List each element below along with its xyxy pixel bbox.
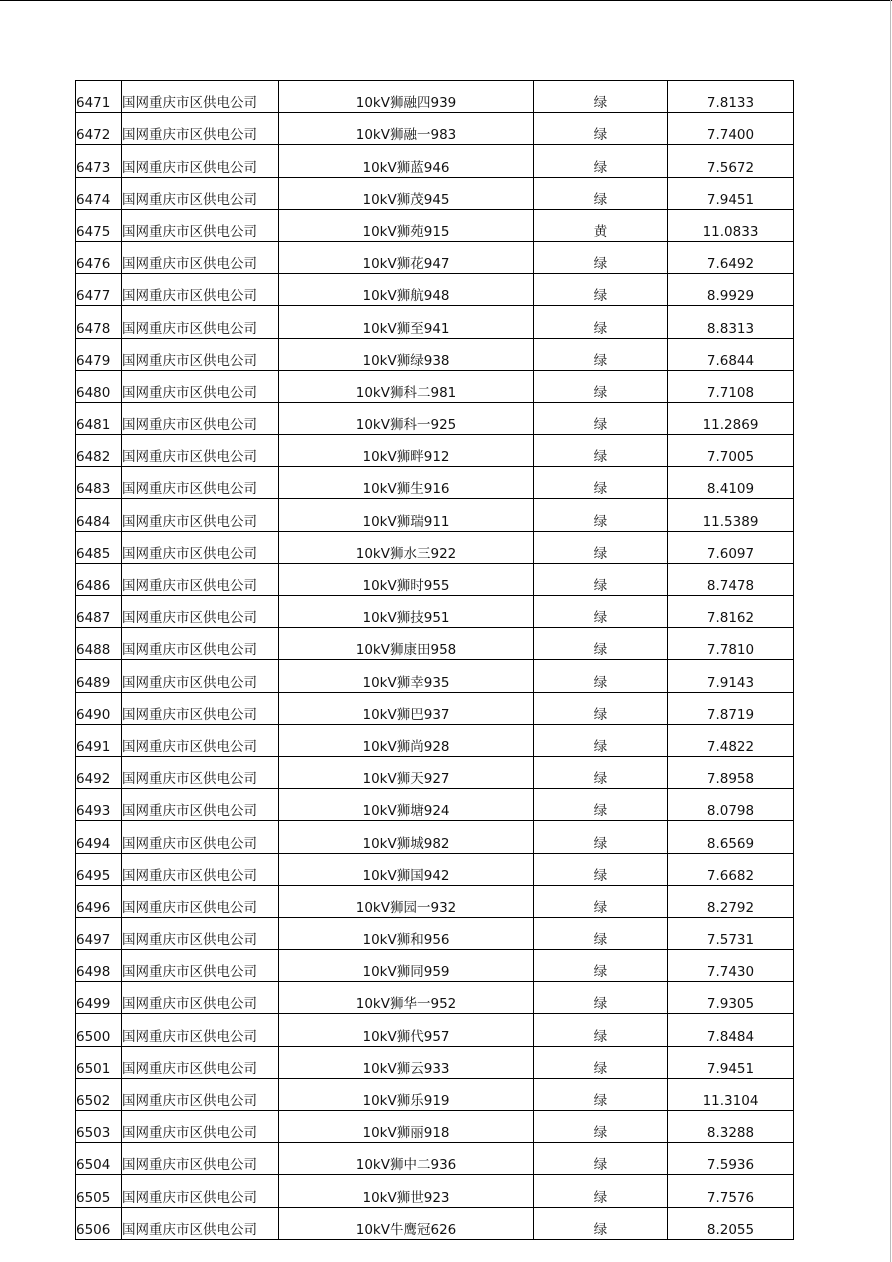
company-cell: 国网重庆市区供电公司	[122, 596, 279, 628]
status-cell: 绿	[534, 435, 668, 467]
company-cell: 国网重庆市区供电公司	[122, 853, 279, 885]
line-name-cell: 10kV狮科二981	[279, 370, 534, 402]
line-name-cell: 10kV狮康田958	[279, 628, 534, 660]
feeder-table	[75, 80, 794, 1240]
line-name-cell: 10kV狮蓝946	[279, 145, 534, 177]
status-cell: 绿	[534, 274, 668, 306]
table-row	[76, 531, 794, 563]
line-name-cell: 10kV狮茂945	[279, 177, 534, 209]
table-row	[76, 628, 794, 660]
line-name-cell: 10kV狮幸935	[279, 660, 534, 692]
value-cell: 8.8313	[668, 306, 794, 338]
status-cell: 绿	[534, 1175, 668, 1207]
value-cell: 8.7478	[668, 563, 794, 595]
status-cell: 绿	[534, 821, 668, 853]
line-name-cell: 10kV狮乐919	[279, 1078, 534, 1110]
line-name-cell: 10kV狮国942	[279, 853, 534, 885]
table-row	[76, 1207, 794, 1239]
row-number-cell: 6478	[76, 306, 122, 338]
status-cell: 绿	[534, 724, 668, 756]
row-number-cell: 6472	[76, 113, 122, 145]
table-row	[76, 1143, 794, 1175]
company-cell: 国网重庆市区供电公司	[122, 917, 279, 949]
value-cell: 11.2869	[668, 402, 794, 434]
company-cell: 国网重庆市区供电公司	[122, 821, 279, 853]
line-name-cell: 10kV狮瑞911	[279, 499, 534, 531]
row-number-cell: 6502	[76, 1078, 122, 1110]
status-cell: 绿	[534, 177, 668, 209]
right-page-edge	[890, 0, 891, 1262]
company-cell: 国网重庆市区供电公司	[122, 338, 279, 370]
status-cell: 绿	[534, 596, 668, 628]
line-name-cell: 10kV狮技951	[279, 596, 534, 628]
company-cell: 国网重庆市区供电公司	[122, 402, 279, 434]
value-cell: 7.9143	[668, 660, 794, 692]
line-name-cell: 10kV狮和956	[279, 917, 534, 949]
status-cell: 绿	[534, 1046, 668, 1078]
row-number-cell: 6487	[76, 596, 122, 628]
line-name-cell: 10kV狮生916	[279, 467, 534, 499]
status-cell: 绿	[534, 306, 668, 338]
row-number-cell: 6492	[76, 756, 122, 788]
row-number-cell: 6482	[76, 435, 122, 467]
company-cell: 国网重庆市区供电公司	[122, 1175, 279, 1207]
status-cell: 绿	[534, 531, 668, 563]
row-number-cell: 6476	[76, 241, 122, 273]
line-name-cell: 10kV狮融一983	[279, 113, 534, 145]
company-cell: 国网重庆市区供电公司	[122, 1078, 279, 1110]
value-cell: 7.5936	[668, 1143, 794, 1175]
row-number-cell: 6496	[76, 885, 122, 917]
line-name-cell: 10kV狮塘924	[279, 789, 534, 821]
table-row	[76, 113, 794, 145]
table-row	[76, 1014, 794, 1046]
status-cell: 绿	[534, 241, 668, 273]
company-cell: 国网重庆市区供电公司	[122, 1207, 279, 1239]
value-cell: 8.2792	[668, 885, 794, 917]
value-cell: 7.7400	[668, 113, 794, 145]
table-row	[76, 306, 794, 338]
table-row	[76, 596, 794, 628]
status-cell: 绿	[534, 467, 668, 499]
feeder-table-body	[76, 81, 794, 1240]
value-cell: 7.7810	[668, 628, 794, 660]
value-cell: 7.7005	[668, 435, 794, 467]
row-number-cell: 6479	[76, 338, 122, 370]
company-cell: 国网重庆市区供电公司	[122, 660, 279, 692]
status-cell: 绿	[534, 789, 668, 821]
company-cell: 国网重庆市区供电公司	[122, 756, 279, 788]
company-cell: 国网重庆市区供电公司	[122, 950, 279, 982]
company-cell: 国网重庆市区供电公司	[122, 306, 279, 338]
company-cell: 国网重庆市区供电公司	[122, 177, 279, 209]
row-number-cell: 6490	[76, 692, 122, 724]
table-row	[76, 692, 794, 724]
company-cell: 国网重庆市区供电公司	[122, 724, 279, 756]
line-name-cell: 10kV狮花947	[279, 241, 534, 273]
table-row	[76, 499, 794, 531]
company-cell: 国网重庆市区供电公司	[122, 982, 279, 1014]
table-row	[76, 563, 794, 595]
value-cell: 8.3288	[668, 1111, 794, 1143]
row-number-cell: 6501	[76, 1046, 122, 1078]
line-name-cell: 10kV狮同959	[279, 950, 534, 982]
company-cell: 国网重庆市区供电公司	[122, 1143, 279, 1175]
table-row	[76, 145, 794, 177]
line-name-cell: 10kV狮畔912	[279, 435, 534, 467]
status-cell: 绿	[534, 499, 668, 531]
status-cell: 绿	[534, 563, 668, 595]
line-name-cell: 10kV狮至941	[279, 306, 534, 338]
value-cell: 7.5672	[668, 145, 794, 177]
row-number-cell: 6491	[76, 724, 122, 756]
row-number-cell: 6483	[76, 467, 122, 499]
row-number-cell: 6484	[76, 499, 122, 531]
status-cell: 绿	[534, 660, 668, 692]
company-cell: 国网重庆市区供电公司	[122, 628, 279, 660]
table-row	[76, 1078, 794, 1110]
company-cell: 国网重庆市区供电公司	[122, 1046, 279, 1078]
status-cell: 绿	[534, 756, 668, 788]
line-name-cell: 10kV狮园一932	[279, 885, 534, 917]
line-name-cell: 10kV狮城982	[279, 821, 534, 853]
status-cell: 绿	[534, 145, 668, 177]
value-cell: 8.0798	[668, 789, 794, 821]
table-row	[76, 209, 794, 241]
table-row	[76, 660, 794, 692]
value-cell: 7.9451	[668, 1046, 794, 1078]
status-cell: 绿	[534, 853, 668, 885]
value-cell: 8.6569	[668, 821, 794, 853]
status-cell: 绿	[534, 113, 668, 145]
row-number-cell: 6488	[76, 628, 122, 660]
status-cell: 绿	[534, 1111, 668, 1143]
company-cell: 国网重庆市区供电公司	[122, 145, 279, 177]
status-cell: 绿	[534, 81, 668, 113]
value-cell: 7.5731	[668, 917, 794, 949]
table-row	[76, 756, 794, 788]
value-cell: 7.8484	[668, 1014, 794, 1046]
status-cell: 绿	[534, 1207, 668, 1239]
row-number-cell: 6474	[76, 177, 122, 209]
value-cell: 8.2055	[668, 1207, 794, 1239]
row-number-cell: 6485	[76, 531, 122, 563]
table-row	[76, 950, 794, 982]
line-name-cell: 10kV牛鹰冠626	[279, 1207, 534, 1239]
value-cell: 7.7108	[668, 370, 794, 402]
value-cell: 7.9451	[668, 177, 794, 209]
company-cell: 国网重庆市区供电公司	[122, 113, 279, 145]
value-cell: 7.8719	[668, 692, 794, 724]
value-cell: 8.4109	[668, 467, 794, 499]
line-name-cell: 10kV狮云933	[279, 1046, 534, 1078]
status-cell: 绿	[534, 1014, 668, 1046]
value-cell: 7.9305	[668, 982, 794, 1014]
status-cell: 绿	[534, 1078, 668, 1110]
row-number-cell: 6497	[76, 917, 122, 949]
table-row	[76, 338, 794, 370]
table-row	[76, 789, 794, 821]
row-number-cell: 6481	[76, 402, 122, 434]
line-name-cell: 10kV狮航948	[279, 274, 534, 306]
line-name-cell: 10kV狮苑915	[279, 209, 534, 241]
company-cell: 国网重庆市区供电公司	[122, 1014, 279, 1046]
row-number-cell: 6495	[76, 853, 122, 885]
row-number-cell: 6506	[76, 1207, 122, 1239]
row-number-cell: 6489	[76, 660, 122, 692]
value-cell: 7.4822	[668, 724, 794, 756]
company-cell: 国网重庆市区供电公司	[122, 531, 279, 563]
table-row	[76, 1046, 794, 1078]
row-number-cell: 6473	[76, 145, 122, 177]
line-name-cell: 10kV狮代957	[279, 1014, 534, 1046]
line-name-cell: 10kV狮水三922	[279, 531, 534, 563]
company-cell: 国网重庆市区供电公司	[122, 885, 279, 917]
value-cell: 7.6682	[668, 853, 794, 885]
status-cell: 绿	[534, 885, 668, 917]
line-name-cell: 10kV狮天927	[279, 756, 534, 788]
company-cell: 国网重庆市区供电公司	[122, 789, 279, 821]
line-name-cell: 10kV狮中二936	[279, 1143, 534, 1175]
value-cell: 11.3104	[668, 1078, 794, 1110]
status-cell: 绿	[534, 692, 668, 724]
line-name-cell: 10kV狮时955	[279, 563, 534, 595]
line-name-cell: 10kV狮绿938	[279, 338, 534, 370]
row-number-cell: 6471	[76, 81, 122, 113]
value-cell: 11.5389	[668, 499, 794, 531]
status-cell: 绿	[534, 982, 668, 1014]
table-row	[76, 402, 794, 434]
table-row	[76, 1111, 794, 1143]
row-number-cell: 6477	[76, 274, 122, 306]
value-cell: 7.6492	[668, 241, 794, 273]
row-number-cell: 6504	[76, 1143, 122, 1175]
row-number-cell: 6480	[76, 370, 122, 402]
line-name-cell: 10kV狮华一952	[279, 982, 534, 1014]
company-cell: 国网重庆市区供电公司	[122, 692, 279, 724]
status-cell: 绿	[534, 402, 668, 434]
line-name-cell: 10kV狮尚928	[279, 724, 534, 756]
table-row	[76, 81, 794, 113]
status-cell: 绿	[534, 338, 668, 370]
status-cell: 绿	[534, 370, 668, 402]
value-cell: 7.6844	[668, 338, 794, 370]
table-row	[76, 177, 794, 209]
company-cell: 国网重庆市区供电公司	[122, 209, 279, 241]
status-cell: 绿	[534, 950, 668, 982]
value-cell: 7.8133	[668, 81, 794, 113]
row-number-cell: 6505	[76, 1175, 122, 1207]
company-cell: 国网重庆市区供电公司	[122, 274, 279, 306]
status-cell: 绿	[534, 1143, 668, 1175]
value-cell: 7.8162	[668, 596, 794, 628]
table-row	[76, 724, 794, 756]
table-row	[76, 853, 794, 885]
value-cell: 7.7576	[668, 1175, 794, 1207]
value-cell: 7.7430	[668, 950, 794, 982]
row-number-cell: 6493	[76, 789, 122, 821]
status-cell: 绿	[534, 628, 668, 660]
row-number-cell: 6499	[76, 982, 122, 1014]
company-cell: 国网重庆市区供电公司	[122, 1111, 279, 1143]
table-row	[76, 821, 794, 853]
line-name-cell: 10kV狮丽918	[279, 1111, 534, 1143]
row-number-cell: 6475	[76, 209, 122, 241]
status-cell: 绿	[534, 917, 668, 949]
line-name-cell: 10kV狮世923	[279, 1175, 534, 1207]
company-cell: 国网重庆市区供电公司	[122, 499, 279, 531]
value-cell: 11.0833	[668, 209, 794, 241]
table-row	[76, 435, 794, 467]
table-row	[76, 1175, 794, 1207]
row-number-cell: 6486	[76, 563, 122, 595]
row-number-cell: 6498	[76, 950, 122, 982]
row-number-cell: 6503	[76, 1111, 122, 1143]
table-row	[76, 467, 794, 499]
table-row	[76, 274, 794, 306]
row-number-cell: 6500	[76, 1014, 122, 1046]
value-cell: 7.8958	[668, 756, 794, 788]
table-row	[76, 982, 794, 1014]
value-cell: 7.6097	[668, 531, 794, 563]
company-cell: 国网重庆市区供电公司	[122, 435, 279, 467]
status-cell: 黄	[534, 209, 668, 241]
line-name-cell: 10kV狮科一925	[279, 402, 534, 434]
table-row	[76, 885, 794, 917]
company-cell: 国网重庆市区供电公司	[122, 467, 279, 499]
table-row	[76, 241, 794, 273]
line-name-cell: 10kV狮巴937	[279, 692, 534, 724]
row-number-cell: 6494	[76, 821, 122, 853]
company-cell: 国网重庆市区供电公司	[122, 241, 279, 273]
company-cell: 国网重庆市区供电公司	[122, 81, 279, 113]
company-cell: 国网重庆市区供电公司	[122, 563, 279, 595]
table-row	[76, 370, 794, 402]
value-cell: 8.9929	[668, 274, 794, 306]
line-name-cell: 10kV狮融四939	[279, 81, 534, 113]
company-cell: 国网重庆市区供电公司	[122, 370, 279, 402]
table-row	[76, 917, 794, 949]
top-border-line	[0, 0, 892, 1]
